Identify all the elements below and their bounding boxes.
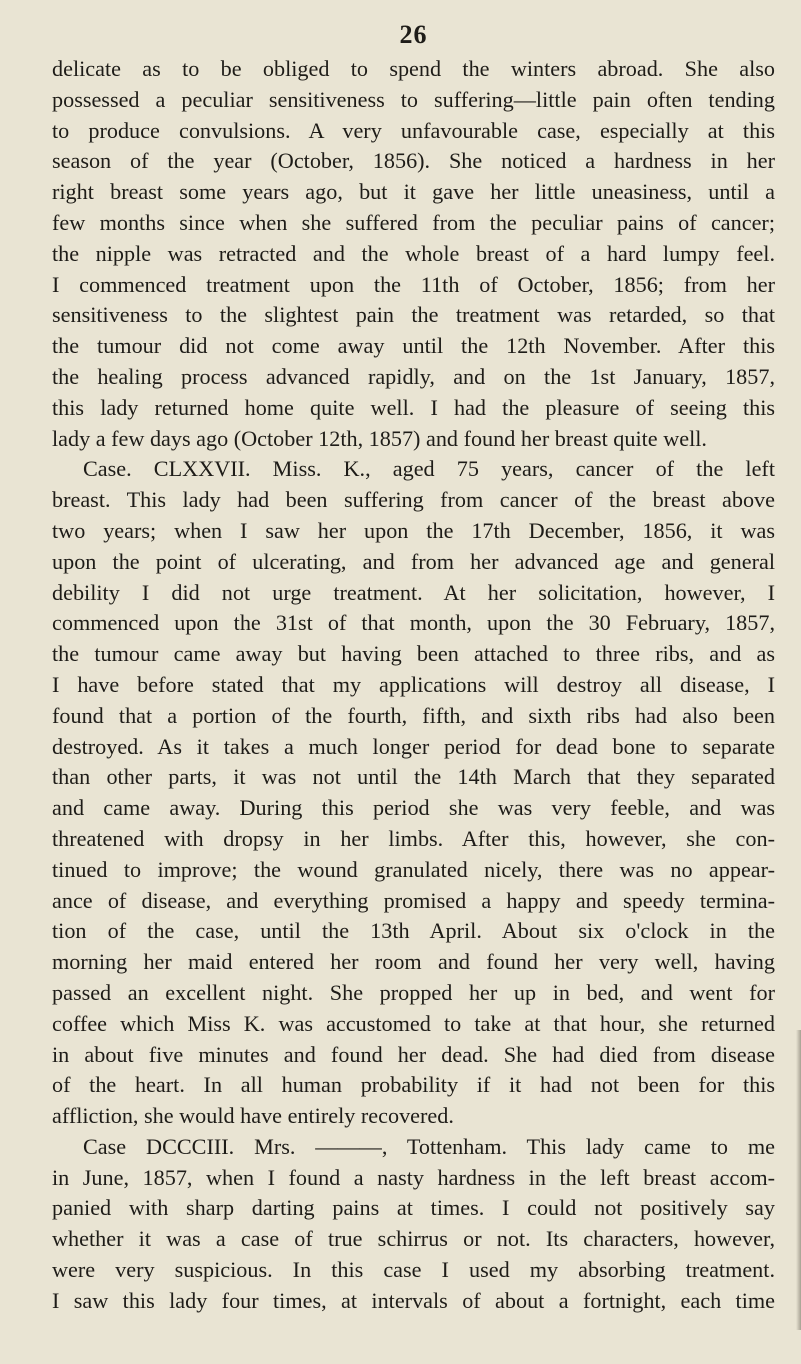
text-line: two years; when I saw her upon the 17th December, 1856, it was: [52, 517, 775, 543]
text-line: tinued to improve; the wound granulated nicely, there was no appear-: [52, 856, 775, 882]
text-line: passed an excellent night. She propped her up in bed, and went for: [52, 979, 775, 1005]
text-line: I commenced treatment upon the 11th of October, 1856; from her: [52, 271, 775, 297]
text-line: few months since when she suffered from the peculiar pains of cancer;: [52, 209, 775, 235]
text-line: season of the year (October, 1856). She noticed a hardness in her: [52, 148, 775, 174]
text-line: commenced upon the 31st of that month, upon the 30 February, 1857,: [52, 610, 775, 636]
text-line: the tumour came away but having been attached to three ribs, and as: [52, 641, 775, 667]
text-line: destroyed. As it takes a much longer period for dead bone to separate: [52, 733, 775, 759]
text-line: were very suspicious. In this case I used my absorbing treatment.: [52, 1257, 775, 1283]
text-line: I have before stated that my applications will destroy all disease, I: [52, 671, 775, 697]
text-line: the nipple was retracted and the whole breast of a hard lumpy feel.: [52, 240, 775, 266]
text-line: in about five minutes and found her dead. She had died from disease: [52, 1041, 775, 1067]
text-line: panied with sharp darting pains at times. I could not positively say: [52, 1195, 775, 1221]
text-line: I saw this lady four times, at intervals of about a fortnight, each time: [52, 1287, 775, 1313]
text-line: this lady returned home quite well. I had the pleasure of seeing this: [52, 394, 775, 420]
text-line: the healing process advanced rapidly, and on the 1st January, 1857,: [52, 363, 775, 389]
text-line: Case. CLXXVII. Miss. K., aged 75 years, cancer of the left: [83, 456, 775, 482]
text-line: possessed a peculiar sensitiveness to suffering—little pain often tending: [52, 86, 775, 112]
text-line: to produce convulsions. A very unfavourable case, especially at this: [52, 117, 775, 143]
text-line: coffee which Miss K. was accustomed to take at that hour, she returned: [52, 1010, 775, 1036]
text-line: upon the point of ulcerating, and from her advanced age and general: [52, 548, 775, 574]
text-line: lady a few days ago (October 12th, 1857) and found her breast quite well.: [52, 425, 707, 451]
text-line: in June, 1857, when I found a nasty hardness in the left breast accom-: [52, 1164, 775, 1190]
text-line: right breast some years ago, but it gave her little uneasiness, until a: [52, 179, 775, 205]
text-line: and came away. During this period she was very feeble, and was: [52, 795, 775, 821]
text-line: affliction, she would have entirely recovered.: [52, 1103, 454, 1129]
text-line: Case DCCCIII. Mrs. ———, Tottenham. This lady came to me: [83, 1133, 775, 1159]
text-line: whether it was a case of true schirrus or not. Its characters, however,: [52, 1226, 775, 1252]
text-line: delicate as to be obliged to spend the winters abroad. She also: [52, 56, 775, 81]
text-line: than other parts, it was not until the 14th March that they separated: [52, 764, 775, 790]
body-text: [52, 54, 775, 1317]
page-edge-shadow: [796, 1030, 801, 1330]
text-line: tion of the case, until the 13th April. About six o'clock in the: [52, 918, 775, 944]
text-line: threatened with dropsy in her limbs. After this, however, she con-: [52, 825, 775, 851]
text-line: found that a portion of the fourth, fifth, and sixth ribs had also been: [52, 702, 775, 728]
page-number: 26: [399, 20, 428, 49]
text-line: ance of disease, and everything promised a happy and speedy termina-: [52, 887, 775, 913]
text-line: the tumour did not come away until the 12th November. After this: [52, 333, 775, 359]
text-line: morning her maid entered her room and found her very well, having: [52, 949, 775, 975]
text-line: sensitiveness to the slightest pain the treatment was retarded, so that: [52, 302, 775, 328]
text-line: breast. This lady had been suffering from cancer of the breast above: [52, 487, 775, 513]
text-line: debility I did not urge treatment. At her solicitation, however, I: [52, 579, 775, 605]
text-line: of the heart. In all human probability if it had not been for this: [52, 1072, 775, 1098]
